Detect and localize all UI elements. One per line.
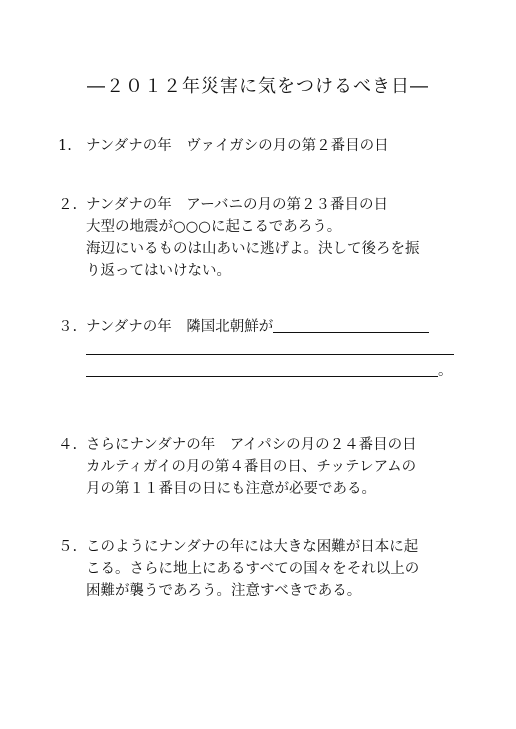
blank-line <box>86 338 454 355</box>
end-mark: 。 <box>438 363 453 379</box>
list-item-4 <box>58 434 417 500</box>
item-text: 困難が襲うであろう。注意すべきである。 <box>86 583 362 599</box>
item-text: 大型の地震が○○○に起こるであろう。 <box>86 219 342 235</box>
list-item-5 <box>58 536 419 602</box>
item-number: ２. <box>58 197 78 213</box>
item-text: カルティガイの月の第４番目の日、チッテレアムの <box>86 459 417 475</box>
item-text: ナンダナの年 ヴァイガシの月の第２番目の日 <box>86 138 389 154</box>
item-text: こる。さらに地上にあるすべての国々をそれ以上の <box>86 561 420 577</box>
item-number: ４. <box>58 437 78 453</box>
page-title: ―２０１２年災害に気をつけるべき日― <box>87 76 429 97</box>
item-text: 月の第１１番目の日にも注意が必要である。 <box>86 481 376 497</box>
item-text: 海辺にいるものは山あいに逃げよ。決して後ろを振 <box>86 241 420 257</box>
list-item-1 <box>58 135 389 157</box>
item-number: 1. <box>58 138 72 154</box>
item-number: ５. <box>58 539 78 555</box>
item-text: ナンダナの年 アーバニの月の第２３番目の日 <box>86 197 389 213</box>
item-text: このようにナンダナの年には大きな困難が日本に起 <box>86 539 419 555</box>
item-text: さらにナンダナの年 アイパシの月の２４番目の日 <box>86 437 417 453</box>
item-text: り返ってはいけない。 <box>86 263 231 279</box>
list-item-2 <box>58 194 420 282</box>
item-number: ３. <box>58 319 78 335</box>
list-item-3 <box>58 316 454 382</box>
blank-line <box>86 360 438 377</box>
item-text: ナンダナの年 隣国北朝鮮が <box>86 319 274 335</box>
blank-line <box>273 316 429 333</box>
